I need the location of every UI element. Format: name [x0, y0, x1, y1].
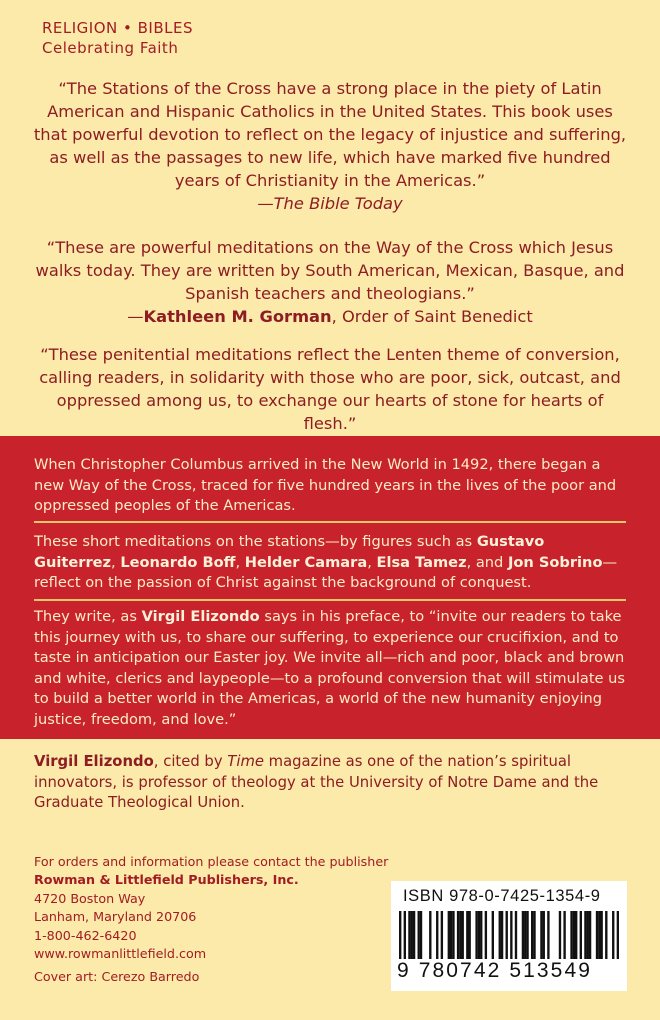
bio-text-2: magazine as one of the nation’s spiritual innovators, is professor of theology at the University of Notre Dame and the Graduate Theological Union.	[34, 753, 599, 811]
barcode-bar	[598, 911, 600, 959]
description-paragraph-2	[34, 532, 630, 594]
barcode-bar	[580, 911, 582, 959]
barcode-bar	[452, 911, 454, 959]
barcode-bar	[499, 911, 501, 959]
barcode-bar	[543, 911, 545, 959]
barcode-bar	[522, 911, 524, 959]
bio-text-1: , cited by	[153, 753, 228, 770]
barcode-bar	[459, 911, 461, 959]
barcode-bar	[587, 911, 589, 959]
description-panel	[0, 436, 660, 739]
website-link[interactable]: www.rowmanlittlefield.com	[34, 946, 207, 962]
barcode-bar	[436, 911, 438, 959]
barcode-bar	[411, 911, 413, 959]
barcode-bar	[547, 911, 549, 959]
endorsement-quote-2	[30, 236, 630, 328]
barcode-bar	[600, 911, 602, 959]
barcode-bar	[418, 911, 420, 959]
para2-text-3: ,	[235, 553, 245, 571]
contributor-name: Elsa Tamez	[376, 553, 467, 571]
description-paragraph-3	[34, 607, 630, 730]
barcode-digits: 9 780742 513549	[397, 959, 592, 982]
barcode-bar	[457, 911, 459, 959]
quote-2-attribution	[30, 305, 630, 328]
quote-2-text: “These are powerful meditations on the Way of the Cross which Jesus walks today. They are written by South American, Mexican, Basque, and Spanish teachers and theologians.”	[35, 238, 625, 303]
isbn-barcode	[391, 881, 627, 991]
barcode-bar	[501, 911, 503, 959]
author-bio	[34, 752, 634, 814]
barcode-bar	[450, 911, 452, 959]
barcode-bar	[612, 911, 614, 959]
barcode-bar	[573, 911, 575, 959]
barcode-bar	[468, 911, 470, 959]
para2-text-1: These short meditations on the stations—by figures such as	[34, 533, 477, 550]
barcode-bar	[448, 911, 450, 959]
barcode-bar	[570, 911, 572, 959]
barcode-bar	[515, 911, 517, 959]
barcode-bar	[506, 911, 508, 959]
barcode-bar	[413, 911, 415, 959]
quote-2-dash: —	[127, 307, 144, 326]
barcode-bar	[589, 911, 591, 959]
category-line-2: Celebrating Faith	[42, 39, 179, 57]
cover-art-credit: Cover art: Cerezo Barredo	[34, 969, 200, 985]
address-line-1: 4720 Boston Way	[34, 890, 146, 906]
para2-text-5: , and	[466, 553, 508, 571]
barcode-bar	[408, 911, 410, 959]
barcode-bars	[399, 911, 619, 959]
barcode-bar	[404, 911, 406, 959]
barcode-bar	[605, 911, 607, 959]
contributor-name: Jon Sobrino	[507, 553, 603, 571]
contributor-name: Helder Camara	[244, 553, 368, 571]
barcode-bar	[475, 911, 477, 959]
divider-line-2	[34, 599, 626, 601]
barcode-bar	[399, 911, 401, 959]
barcode-bar	[526, 911, 528, 959]
contributor-name: Leonardo Boff	[120, 553, 236, 571]
barcode-bar	[480, 911, 482, 959]
barcode-bar	[563, 911, 565, 959]
para3-text-2: says in his preface, to “invite our readers to take this journey with us, to share our suffering, to experience our crucifixion, and to taste in anticipation our Easter joy. We invite all—rich and poor, black and brown and white, clerics and laypeople—to a profound conversion that will stimulate us to build a better world in the Americas, a world of the new humanity enjoying justice, freedom, and love.”	[34, 608, 626, 728]
barcode-bar	[559, 911, 561, 959]
divider-line-1	[34, 521, 626, 523]
contact-intro: For orders and information please contact the publisher	[34, 854, 389, 869]
para2-text-6: —reflect on the passion of Christ against the background of conquest.	[34, 553, 618, 591]
barcode-bar	[575, 911, 577, 959]
para2-text-2: ,	[111, 553, 121, 571]
author-name: Virgil Elizondo	[34, 753, 154, 770]
barcode-bar	[429, 911, 431, 959]
barcode-bar	[533, 911, 535, 959]
quote-3-text: “These penitential meditations reflect the Lenten theme of conversion, calling readers, in solidarity with those who are poor, sick, outcast, and oppressed among us, to exchange our hearts of stone for hearts of flesh.”	[39, 345, 621, 433]
barcode-bar	[584, 911, 586, 959]
magazine-name: Time	[227, 753, 264, 770]
barcode-bar	[524, 911, 526, 959]
barcode-bar	[420, 911, 422, 959]
quote-1-source: The Bible Today	[273, 194, 403, 213]
category-label	[42, 18, 193, 58]
barcode-bar	[540, 911, 542, 959]
barcode-bar	[492, 911, 494, 959]
contributor-name: Gustavo Guiterrez	[34, 533, 545, 571]
barcode-bar	[510, 911, 512, 959]
quote-1-attribution	[30, 192, 630, 215]
quote-1-text: “The Stations of the Cross have a strong place in the piety of Latin American and Hispanic Catholics in the United States. This book uses that powerful devotion to reflect on the legacy of injustice and suffering, as well as the passages to new life, which have marked five hundred years of Christianity in the Americas.”	[33, 79, 627, 190]
barcode-bar	[466, 911, 468, 959]
barcode-bar	[531, 911, 533, 959]
barcode-bar	[485, 911, 487, 959]
barcode-bar	[596, 911, 598, 959]
address-line-2: Lanham, Maryland 20706	[34, 909, 197, 925]
para2-text-4: ,	[367, 553, 377, 571]
para3-text-1: They write, as	[34, 608, 142, 625]
quote-2-source: Kathleen M. Gorman	[143, 307, 332, 326]
barcode-bar	[478, 911, 480, 959]
barcode-bar	[462, 911, 464, 959]
quote-1-dash: —	[257, 194, 274, 213]
preface-author-name: Virgil Elizondo	[141, 608, 260, 625]
description-paragraph-1: When Christopher Columbus arrived in the New World in 1492, there began a new Way of the Cross, traced for five hundred years in the lives of the poor and oppressed peoples of the Americas.	[34, 456, 617, 514]
barcode-bar	[617, 911, 619, 959]
publisher-name: Rowman & Littlefield Publishers, Inc.	[34, 872, 299, 888]
barcode-bar	[441, 911, 443, 959]
endorsement-quote-1	[30, 77, 630, 215]
phone-number: 1-800-462-6420	[34, 927, 137, 943]
publisher-contact	[34, 853, 394, 987]
category-line-1: RELIGION • BIBLES	[42, 19, 193, 37]
isbn-label: ISBN 978-0-7425-1354-9	[403, 887, 601, 905]
quote-2-affiliation: , Order of Saint Benedict	[331, 307, 533, 326]
